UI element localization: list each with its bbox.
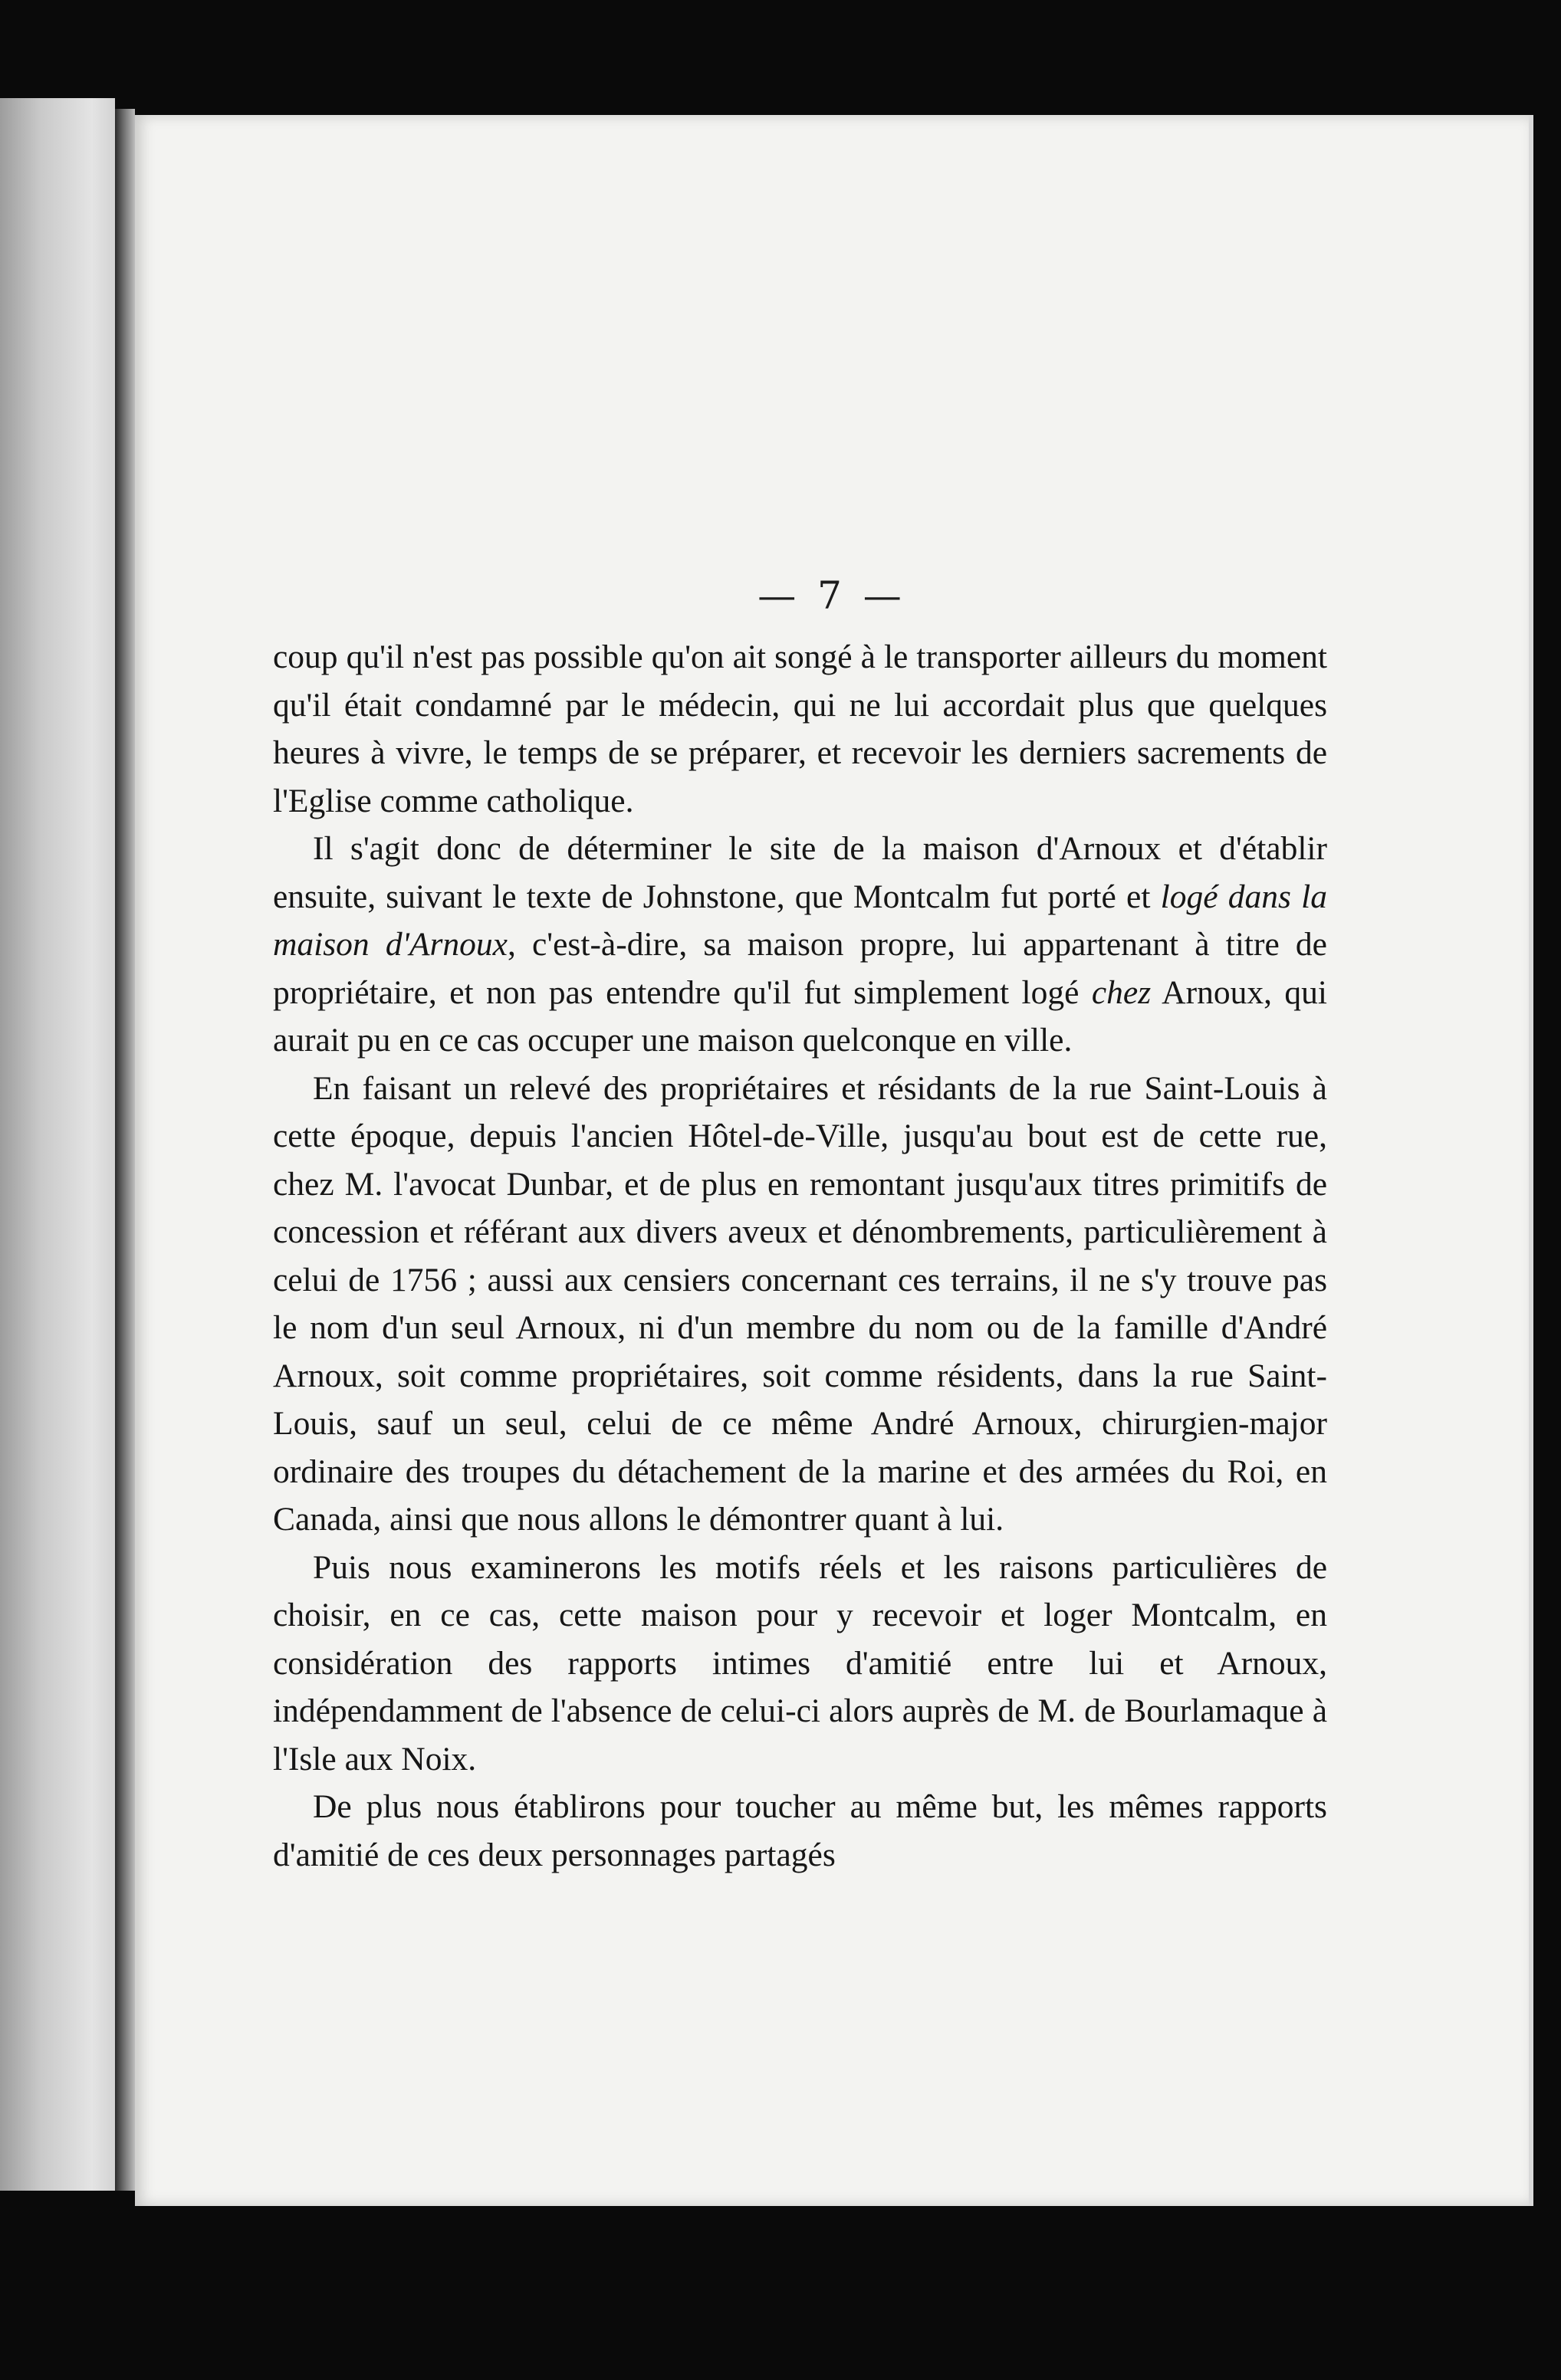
paragraph-5-text: De plus nous établirons pour toucher au même but, les mêmes rapports d'amitié de ces deux personnages partagés [273,1788,1327,1873]
paragraph-1-text: coup qu'il n'est pas possible qu'on ait songé à le transporter ailleurs du moment qu'il était condamné par le médecin, qui ne lui accordait plus que quelques heures à vivre, le temps de se préparer, et recevoir les derniers sacrements de l'Eglise comme catholique. [273,638,1327,819]
paragraph-3 [273,1065,1327,1544]
book-spine-gutter [115,109,135,2191]
paragraph-3-text: En faisant un relevé des propriétaires et résidants de la rue Saint-Louis à cette époque, depuis l'ancien Hôtel-de-Ville, jusqu'au bout est de cette rue, chez M. l'avocat Dunbar, et de plus en remontant jusqu'aux titres primitifs de concession et référant aux divers aveux et dénombrements, particulièrement à celui de 1756 ; aussi aux censiers concernant ces terrains, il ne s'y trouve pas le nom d'un seul Arnoux, ni d'un membre du nom ou de la famille d'André Arnoux, soit comme propriétaires, soit comme résidents, dans la rue Saint-Louis, sauf un seul, celui de ce même André Arnoux, chirurgien-major ordinaire des troupes du détachement de la marine et des armées du Roi, en Canada, ainsi que nous allons le démontrer quant à lui. [273,1069,1327,1538]
page-text-body [273,633,1327,1879]
paragraph-2 [273,825,1327,1065]
book-page [135,115,1529,2206]
paragraph-5 [273,1783,1327,1879]
paragraph-2-text-c: Arnoux, qui aurait pu en ce cas occuper une maison quelconque en ville. [273,973,1327,1059]
paragraph-4 [273,1544,1327,1784]
page-right-edge [1529,115,1533,2206]
paragraph-1 [273,633,1327,825]
previous-page-edge [0,98,115,2191]
page-number: — 7 — [757,573,906,618]
paragraph-2-italic-chez: chez [1091,973,1152,1011]
paragraph-4-text: Puis nous examinerons les motifs réels et les raisons particulières de choisir, en ce cas, cette maison pour y recevoir et loger Montcalm, en considération des rapports intimes d'amitié entre lui et Arnoux, indépendamment de l'absence de celui-ci alors auprès de M. de Bourlamaque à l'Isle aux Noix. [273,1548,1327,1778]
paragraph-2-text-b: , c'est-à-dire, sa maison propre, lui appartenant à titre de propriétaire, et non pas entendre qu'il fut simplement logé [273,926,1327,1011]
paragraph-2-italic-phrase: logé dans la maison d'Arnoux [273,878,1327,963]
paragraph-2-text-a: Il s'agit donc de déterminer le site de la maison d'Arnoux et d'établir ensuite, suivant le texte de Johnstone, que Montcalm fut porté et [273,830,1327,915]
